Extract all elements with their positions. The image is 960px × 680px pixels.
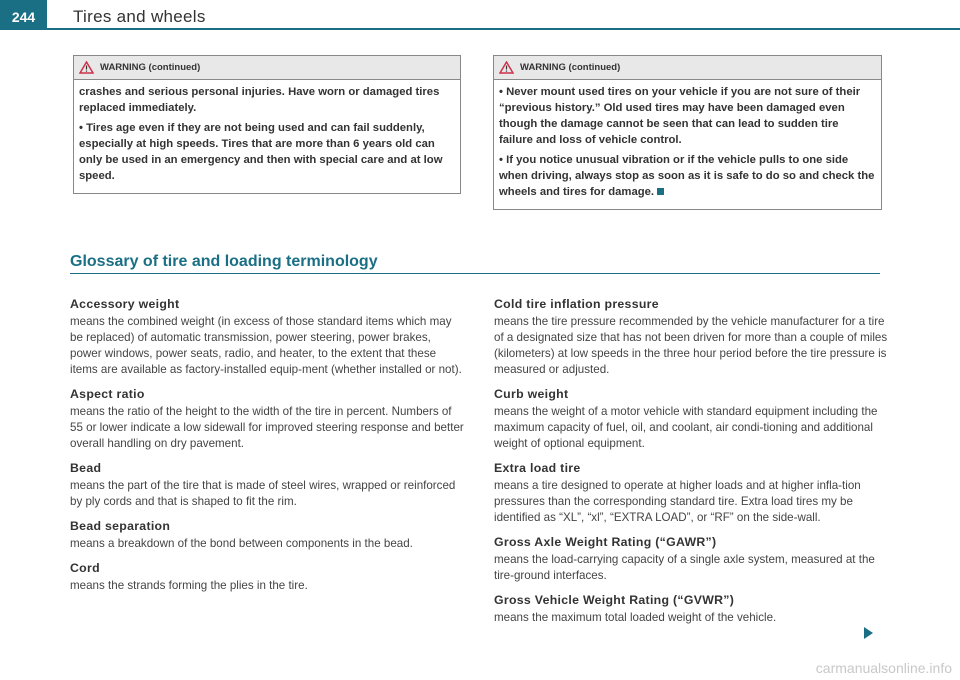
warning-paragraph: crashes and serious personal injuries. Have worn or damaged tires replaced immediately. xyxy=(79,86,440,114)
continue-arrow-icon xyxy=(864,627,873,639)
term: Aspect ratio xyxy=(70,387,145,401)
watermark: carmanualsonline.info xyxy=(815,660,952,676)
warning-triangle-icon xyxy=(79,61,94,74)
glossary-column-left xyxy=(70,288,465,594)
term: Curb weight xyxy=(494,387,569,401)
definition: means the load-carrying capacity of a single axle system, measured at the tire-ground interfaces. xyxy=(494,553,875,582)
warning-paragraph: • Tires age even if they are not being used and can fail suddenly, especially at high speeds. Tires that are more than 6 years old can only be used in an emergency and then with special care and at low speed. xyxy=(79,122,443,182)
definition: means the ratio of the height to the width of the tire in percent. Numbers of 55 or lower indicate a low sidewall for improved steering response and better overall handling on dry pavement. xyxy=(70,405,464,450)
end-of-section-icon xyxy=(657,188,664,195)
term: Accessory weight xyxy=(70,297,180,311)
glossary-column-right xyxy=(494,288,889,626)
definition: means the part of the tire that is made of steel wires, wrapped or reinforced by ply cords and that is shaped to fit the rim. xyxy=(70,479,456,508)
definition: means the tire pressure recommended by the vehicle manufacturer for a tire of a designated size that has not been driven for more than a couple of miles (kilometers) at low speeds in the three hour period before the tire pressure is measured or adjusted. xyxy=(494,315,888,376)
chapter-title: Tires and wheels xyxy=(73,7,206,26)
term: Extra load tire xyxy=(494,461,581,475)
term: Bead separation xyxy=(70,519,171,533)
term: Gross Vehicle Weight Rating (“GVWR”) xyxy=(494,593,735,607)
warning-heading: WARNING (continued) xyxy=(520,62,621,73)
definition: means the strands forming the plies in the tire. xyxy=(70,579,308,592)
warning-box-right xyxy=(493,55,882,210)
warning-box-left xyxy=(73,55,461,194)
definition: means a tire designed to operate at higher loads and at higher infla-tion pressures than the corresponding standard tire. Extra load tires my be identified as “XL”, “xl”, “EXTRA LOAD”, or “RF” on the side-wall. xyxy=(494,479,861,524)
header-rule xyxy=(0,28,960,30)
term: Cord xyxy=(70,561,100,575)
warning-triangle-icon xyxy=(499,61,514,74)
definition: means the maximum total loaded weight of the vehicle. xyxy=(494,611,777,624)
term: Gross Axle Weight Rating (“GAWR”) xyxy=(494,535,717,549)
section-rule xyxy=(70,273,880,274)
page-number: 244 xyxy=(0,0,47,28)
definition: means the combined weight (in excess of those standard items which may be replaced) of automatic transmission, power steering, power brakes, power windows, power seats, radio, and heater, to the extent that these items are available as factory-installed equip-ment (whether installed or not). xyxy=(70,315,462,376)
definition: means a breakdown of the bond between components in the bead. xyxy=(70,537,413,550)
warning-paragraph: • Never mount used tires on your vehicle if you are not sure of their “previous history.” Old used tires may have been damaged even though the damage cannot be seen that can lead to sudden tire failure and loss of vehicle control. xyxy=(499,86,861,146)
section-heading: Glossary of tire and loading terminology xyxy=(70,253,378,270)
warning-text: • If you notice unusual vibration or if the vehicle pulls to one side when driving, always stop as soon as it is safe to do so and check the wheels and tires for damage. xyxy=(499,154,875,198)
term: Cold tire inflation pressure xyxy=(494,297,659,311)
term: Bead xyxy=(70,461,102,475)
definition: means the weight of a motor vehicle with standard equipment including the maximum capacity of fuel, oil, and coolant, air condi-tioning and additional weight of optional equipment. xyxy=(494,405,878,450)
warning-paragraph xyxy=(499,152,875,200)
warning-heading: WARNING (continued) xyxy=(100,62,201,73)
